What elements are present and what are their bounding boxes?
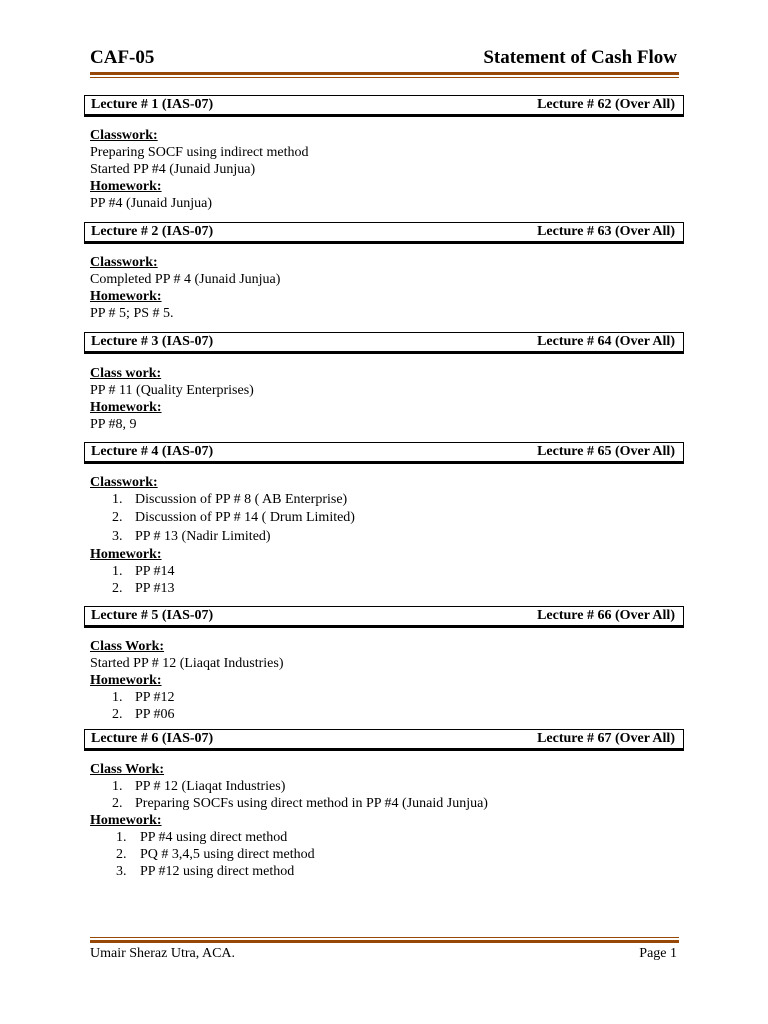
list-item: [90, 863, 488, 880]
homework-label: Homework:: [90, 673, 162, 688]
list-text: Preparing SOCFs using direct method in PP #4 (Junaid Junjua): [135, 796, 488, 811]
lecture-content: [90, 638, 284, 723]
page-number: Page 1: [639, 946, 677, 961]
list-number: 2.: [112, 581, 123, 596]
classwork-label: Classwork:: [90, 255, 158, 270]
list-item: [90, 491, 355, 508]
list-number: 2.: [116, 847, 127, 862]
classwork-item: PP # 11 (Quality Enterprises): [90, 383, 254, 398]
list-text: Discussion of PP # 8 ( AB Enterprise): [135, 492, 348, 507]
lecture-overall-number: Lecture # 67 (Over All): [537, 731, 675, 746]
homework-label: Homework:: [90, 813, 162, 828]
list-item: [90, 508, 355, 527]
lecture-number: Lecture # 6 (IAS-07): [91, 731, 214, 746]
homework-label: Homework:: [90, 547, 162, 562]
homework-label: Homework:: [90, 289, 162, 304]
list-text: Discussion of PP # 14 ( Drum Limited): [135, 510, 355, 525]
homework-item: PP #4 (Junaid Junjua): [90, 196, 212, 211]
classwork-item: Started PP #4 (Junaid Junjua): [90, 162, 256, 177]
homework-label: Homework:: [90, 179, 162, 194]
document-title: Statement of Cash Flow: [483, 47, 677, 68]
footer-divider-thin: [90, 937, 679, 938]
list-item: [90, 829, 488, 846]
lecture-overall-number: Lecture # 64 (Over All): [537, 334, 675, 349]
lecture-overall-number: Lecture # 66 (Over All): [537, 608, 675, 623]
list-text: PP #4 using direct method: [140, 830, 288, 845]
lecture-overall-number: Lecture # 63 (Over All): [537, 224, 675, 239]
list-item: [90, 795, 488, 812]
list-text: PP #13: [135, 581, 175, 596]
lecture-overall-number: Lecture # 62 (Over All): [537, 97, 675, 112]
lecture-number: Lecture # 1 (IAS-07): [91, 97, 214, 112]
list-number: 1.: [112, 690, 123, 705]
classwork-item: Preparing SOCF using indirect method: [90, 145, 309, 160]
lecture-heading: [84, 729, 684, 748]
list-text: PP # 13 (Nadir Limited): [135, 529, 271, 544]
list-number: 1.: [112, 492, 123, 507]
lecture-number: Lecture # 3 (IAS-07): [91, 334, 214, 349]
header-divider-thin: [90, 77, 679, 78]
list-item: [90, 689, 284, 706]
list-item: [90, 527, 355, 546]
list-number: 3.: [116, 864, 127, 879]
classwork-label: Classwork:: [90, 128, 158, 143]
lecture-content: [90, 127, 309, 212]
list-number: 1.: [116, 830, 127, 845]
list-number: 3.: [112, 529, 123, 544]
list-item: [90, 580, 355, 597]
list-number: 2.: [112, 796, 123, 811]
homework-item: PP # 5; PS # 5.: [90, 306, 174, 321]
list-number: 1.: [112, 779, 123, 794]
lecture-heading: [84, 332, 684, 351]
lecture-content: [90, 761, 488, 880]
list-number: 2.: [112, 707, 123, 722]
lecture-overall-number: Lecture # 65 (Over All): [537, 444, 675, 459]
course-code: CAF-05: [90, 47, 155, 68]
lecture-content: [90, 365, 254, 433]
list-text: PP #12: [135, 690, 175, 705]
list-item: [90, 706, 284, 723]
lecture-content: [90, 254, 280, 322]
list-text: PP #12 using direct method: [140, 864, 295, 879]
list-number: 1.: [112, 564, 123, 579]
header-divider: [90, 72, 679, 75]
homework-item: PP #8, 9: [90, 417, 137, 432]
lecture-heading: [84, 606, 684, 625]
lecture-number: Lecture # 2 (IAS-07): [91, 224, 214, 239]
lecture-content: [90, 474, 355, 597]
page-header: [90, 46, 677, 70]
lecture-number: Lecture # 4 (IAS-07): [91, 444, 214, 459]
list-number: 2.: [112, 510, 123, 525]
classwork-label: Class Work:: [90, 762, 165, 777]
list-text: PP #14: [135, 564, 175, 579]
homework-label: Homework:: [90, 400, 162, 415]
list-text: PQ # 3,4,5 using direct method: [140, 847, 315, 862]
lecture-heading: [84, 222, 684, 241]
classwork-item: Started PP # 12 (Liaqat Industries): [90, 656, 284, 671]
classwork-label: Class work:: [90, 366, 162, 381]
list-text: PP # 12 (Liaqat Industries): [135, 779, 286, 794]
lecture-number: Lecture # 5 (IAS-07): [91, 608, 214, 623]
footer-divider: [90, 940, 679, 943]
footer-author: Umair Sheraz Utra, ACA.: [90, 946, 236, 961]
classwork-label: Class Work:: [90, 639, 165, 654]
lecture-heading: [84, 95, 684, 114]
list-text: PP #06: [135, 707, 175, 722]
list-item: [90, 563, 355, 580]
lecture-heading: [84, 442, 684, 461]
list-item: [90, 846, 488, 863]
list-item: [90, 778, 488, 795]
classwork-item: Completed PP # 4 (Junaid Junjua): [90, 272, 281, 287]
classwork-label: Classwork:: [90, 475, 158, 490]
